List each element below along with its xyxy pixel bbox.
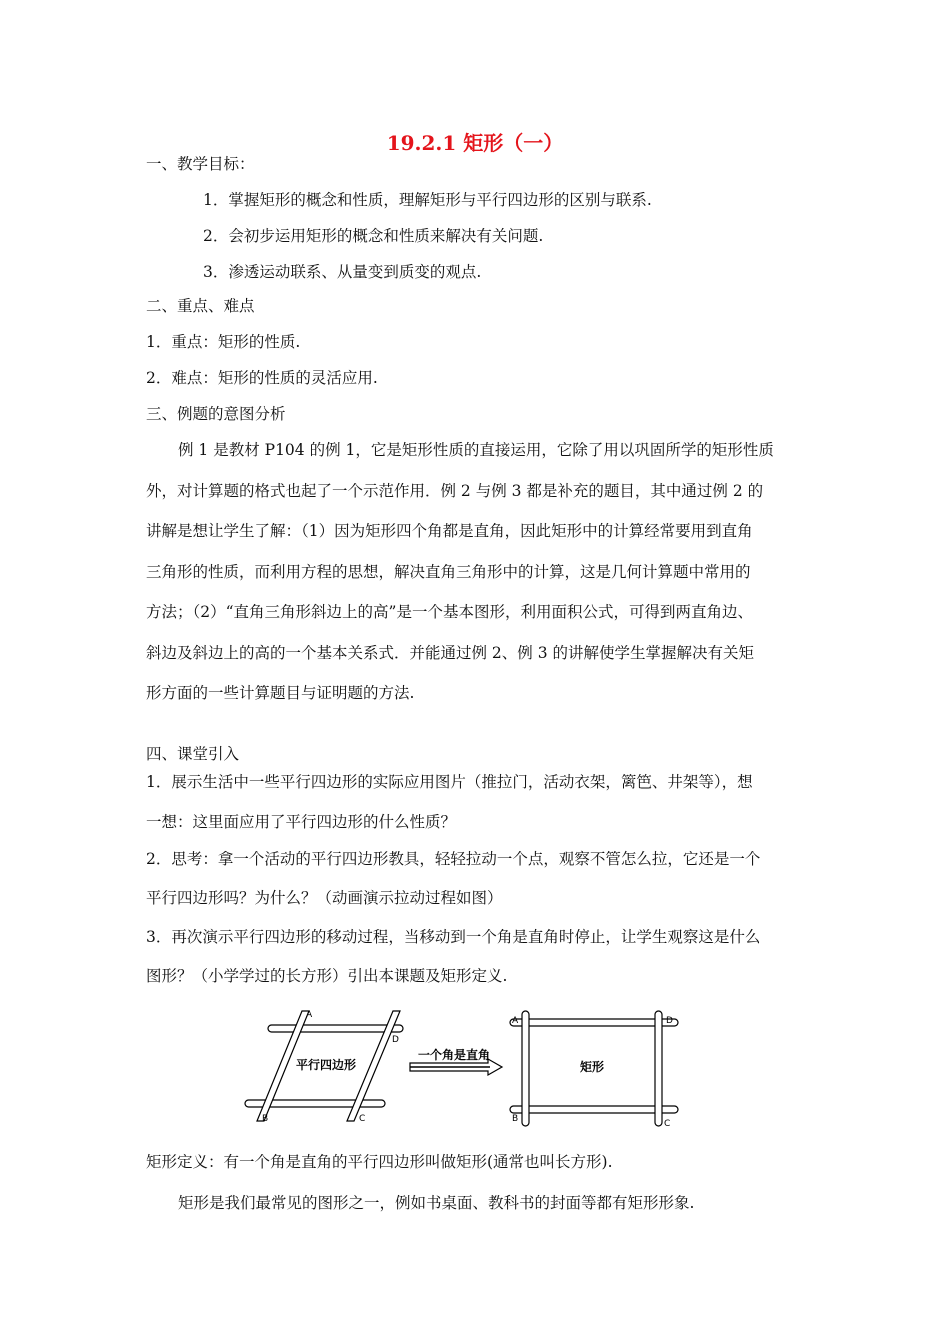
arrow-label: 一个角是直角 [417,1048,491,1062]
keypoint-item: 1．重点：矩形的性质. [146,333,301,351]
objective-item: 1．掌握矩形的概念和性质，理解矩形与平行四边形的区别与联系. [203,191,652,209]
paragraph-line: 例 1 是教材 P104 的例 1，它是矩形性质的直接运用，它除了用以巩固所学的矩形性质 [178,441,774,459]
paragraph-line: 形方面的一些计算题目与证明题的方法. [146,684,415,702]
paragraph-line: 斜边及斜边上的高的一个基本关系式．并能通过例 2、例 3 的讲解使学生掌握解决有关矩 [146,644,755,662]
vertex-label-a: A [512,1016,519,1026]
section-heading-examples: 三、例题的意图分析 [146,405,286,423]
intro-line: 1．展示生活中一些平行四边形的实际应用图片（推拉门，活动衣架，篱笆、井架等），想 [146,773,753,791]
paragraph-line: 三角形的性质，而利用方程的思想，解决直角三角形中的计算，这是几何计算题中常用的 [146,563,751,581]
objective-item: 3．渗透运动联系、从量变到质变的观点. [203,263,482,281]
paragraph-line: 外，对计算题的格式也起了一个示范作用．例 2 与例 3 都是补充的题目，其中通过例 2 的 [146,482,764,500]
vertex-label-b: B [262,1114,269,1124]
vertex-label-c: C [664,1119,671,1129]
section-heading-intro: 四、课堂引入 [146,745,240,763]
intro-line: 一想：这里面应用了平行四边形的什么性质？ [146,813,457,831]
intro-line: 平行四边形吗？为什么？（动画演示拉动过程如图） [146,889,503,907]
section-heading-objectives: 一、教学目标： [146,155,255,173]
rectangle-definition: 矩形定义：有一个角是直角的平行四边形叫做矩形(通常也叫长方形). [146,1153,613,1171]
section-heading-keypoints: 二、重点、难点 [146,297,255,315]
parallelogram-to-rectangle-figure [240,1005,690,1130]
objective-item: 2．会初步运用矩形的概念和性质来解决有关问题. [203,227,544,245]
closing-paragraph: 矩形是我们最常见的图形之一，例如书桌面、教科书的封面等都有矩形形象. [178,1194,695,1212]
vertex-label-d: D [392,1035,399,1045]
intro-line: 图形？（小学学过的长方形）引出本课题及矩形定义. [146,967,508,985]
rectangle-label: 矩形 [579,1060,605,1074]
vertex-label-a: A [306,1010,313,1020]
vertex-label-b: B [512,1114,519,1124]
intro-line: 2．思考：拿一个活动的平行四边形教具，轻轻拉动一个点，观察不管怎么拉，它还是一个 [146,850,761,868]
intro-line: 3．再次演示平行四边形的移动过程，当移动到一个角是直角时停止，让学生观察这是什么 [146,928,761,946]
vertex-label-c: C [359,1114,366,1124]
parallelogram-label: 平行四边形 [295,1058,357,1072]
page-title: 19.2.1 矩形（一） [386,131,564,155]
keypoint-item: 2．难点：矩形的性质的灵活应用. [146,369,378,387]
paragraph-line: 方法；（2）“直角三角形斜边上的高”是一个基本图形，利用面积公式，可得到两直角边、 [146,603,753,621]
vertex-label-d: D [666,1016,673,1026]
paragraph-line: 讲解是想让学生了解：（1）因为矩形四个角都是直角，因此矩形中的计算经常要用到直角 [146,522,753,540]
